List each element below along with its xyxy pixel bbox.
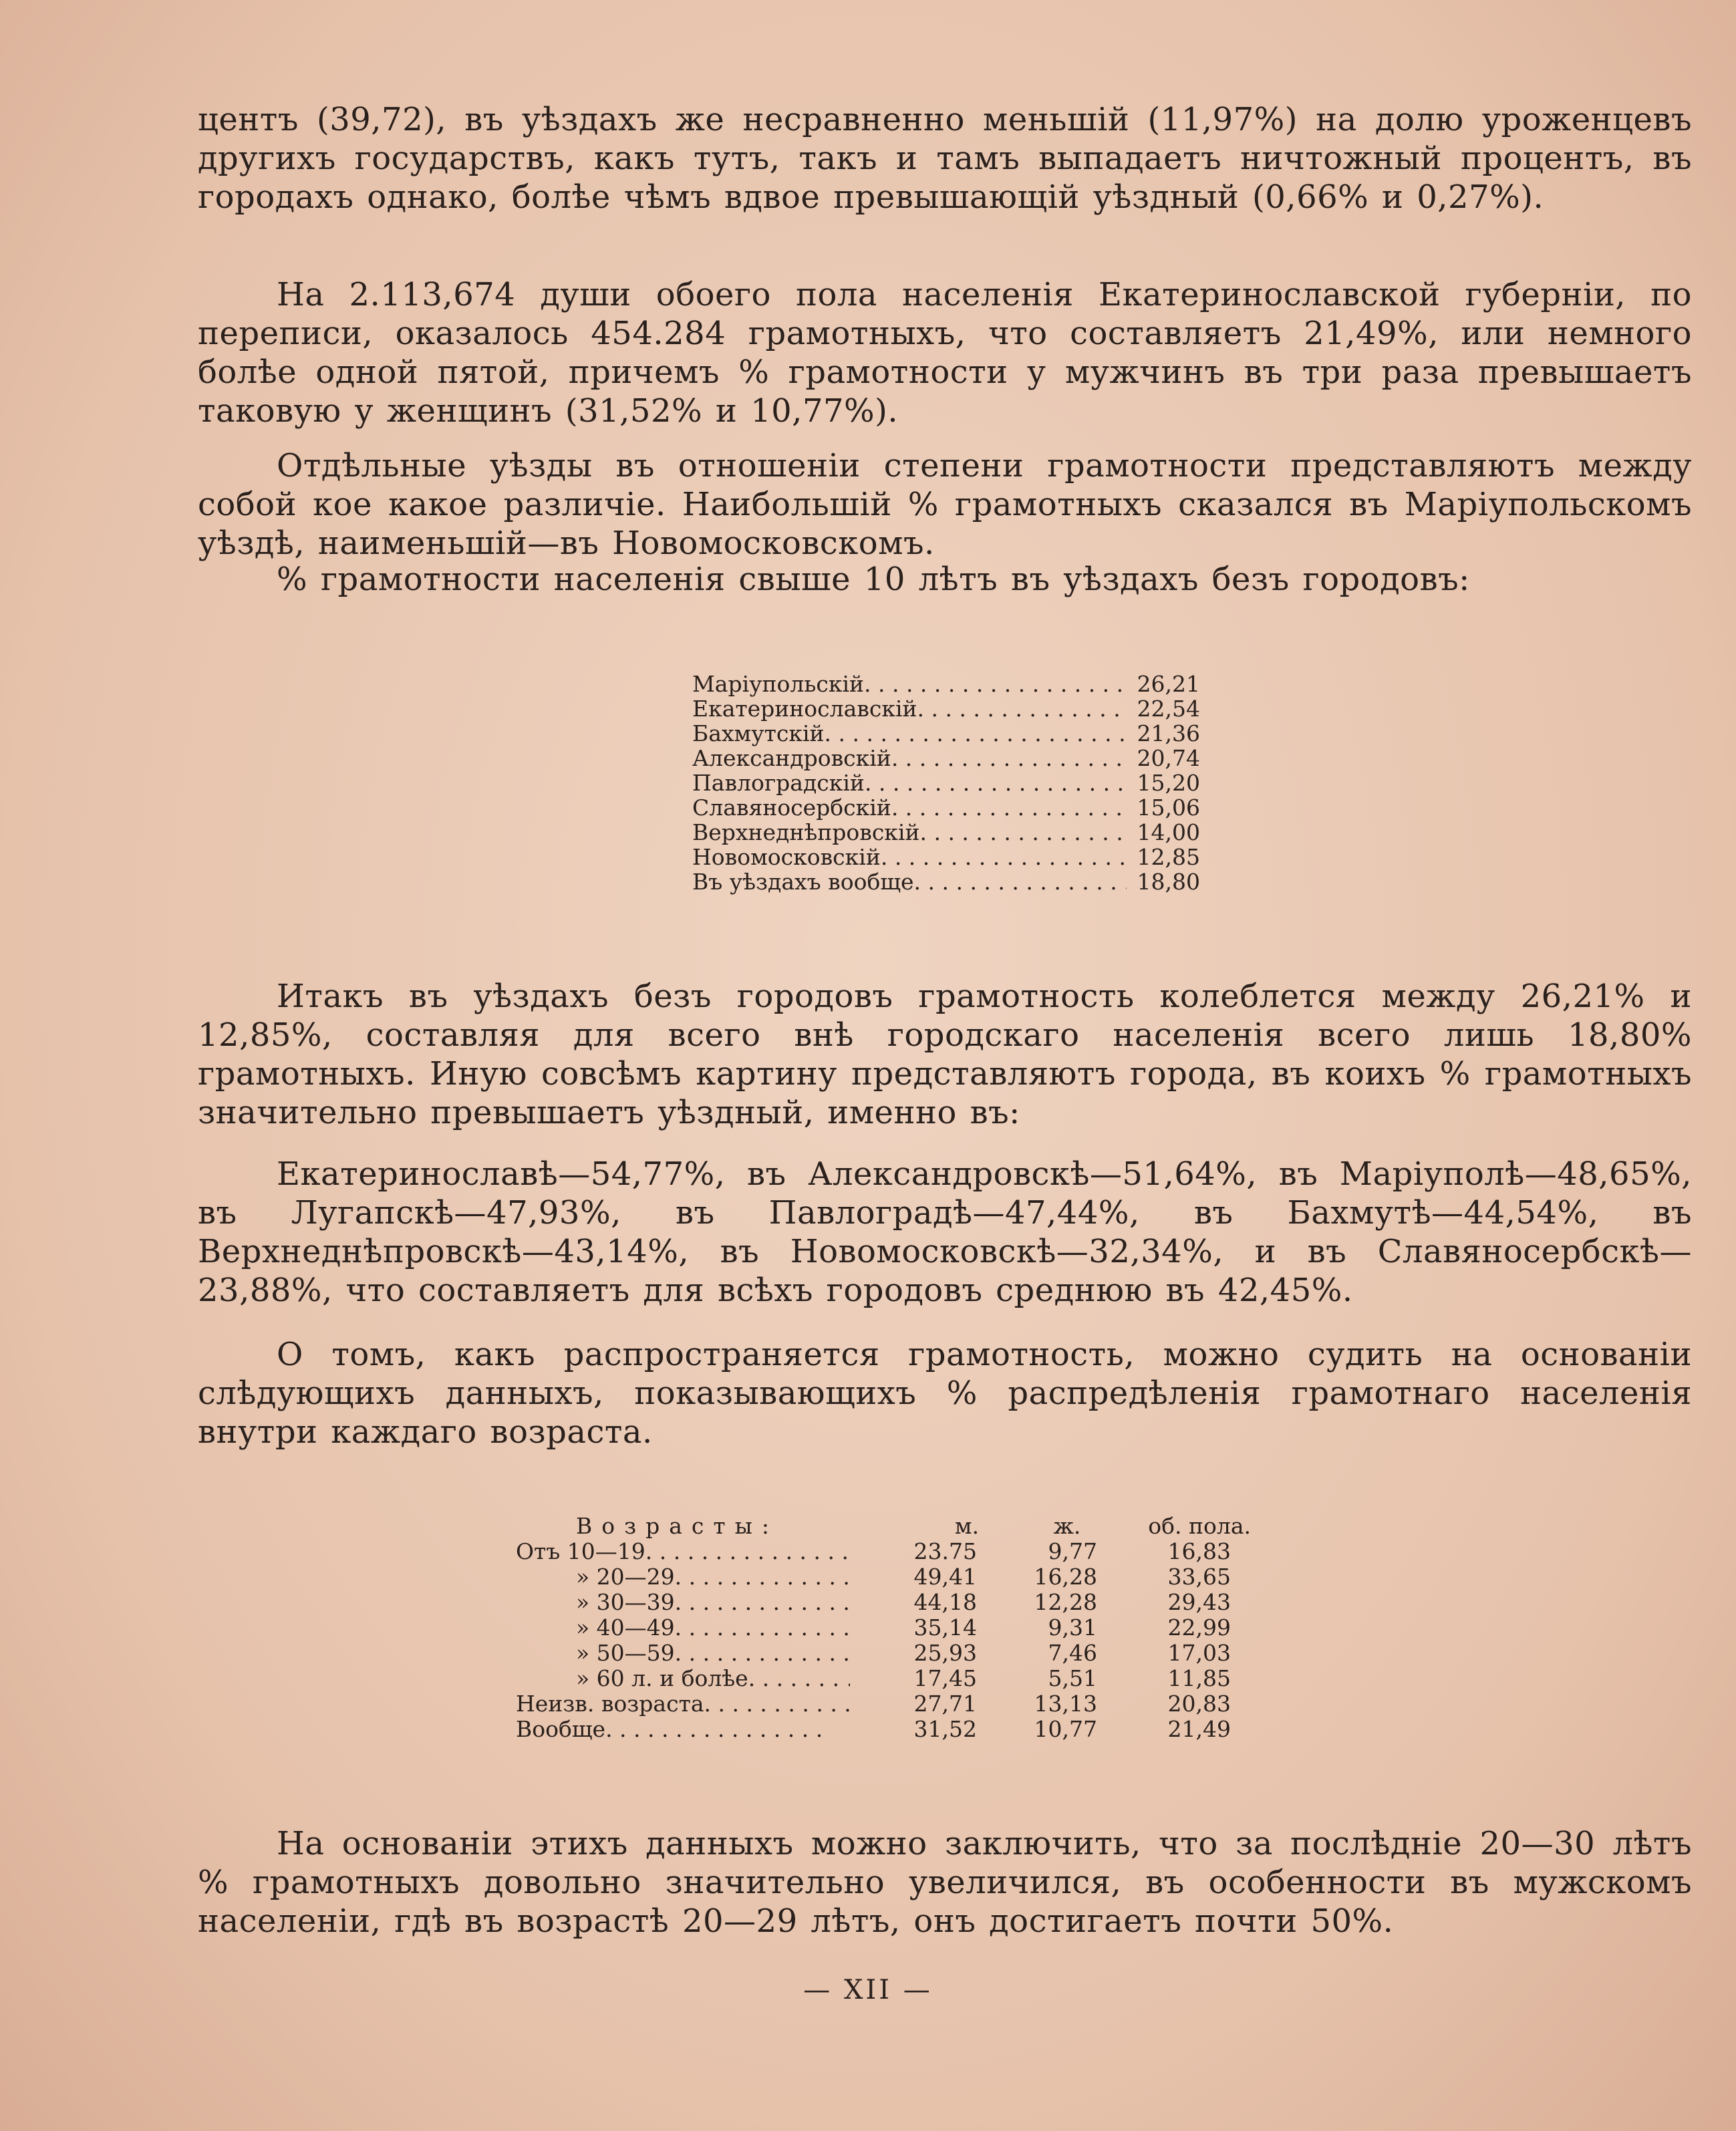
paragraph-1: [198, 100, 1692, 217]
table-row: Въ уѣздахъ вообще . . . 18,80: [692, 869, 1200, 894]
paragraph-5: [198, 977, 1692, 1132]
table-row: Маріупольскій . . . 26,21: [692, 672, 1200, 696]
paragraph-2-text: На 2.113,674 души обоего пола населенія Екатеринославской губерніи, по переписи, оказалось 454.284 грамотныхъ, что составляетъ 21,49%, или немного болѣе одной пятой, причемъ % грамотности у мужчинъ въ три раза превышаетъ таковую у женщинъ (31,52% и 10,77%).: [198, 276, 1692, 430]
table-row: » 30—39 . . . 44,18 12,28 29,43: [516, 1590, 1351, 1615]
paragraph-4-text: % грамотности населенія свыше 10 лѣтъ въ уѣздахъ безъ городовъ:: [277, 561, 1470, 598]
header-male: м.: [954, 1513, 980, 1539]
table-row: » 40—49 . . . 35,14 9,31 22,99: [516, 1615, 1351, 1641]
header-female: ж.: [1053, 1513, 1081, 1539]
paragraph-8: [198, 1824, 1692, 1941]
header-age: Возрасты:: [576, 1513, 779, 1539]
table-row: Бахмутскій . . . 21,36: [692, 721, 1200, 746]
table-row: Верхнеднѣпровскій . . . 14,00: [692, 820, 1200, 845]
table-row: Павлоградскій . . . 15,20: [692, 770, 1200, 795]
table-row: » 60 л. и болѣе . . . 17,45 5,51 11,85: [516, 1666, 1351, 1691]
paragraph-7-text: О томъ, какъ распространяется грамотность, можно судить на основаніи слѣдующихъ данныхъ, показывающихъ % распредѣленія грамотнаго населенія внутри каждаго возраста.: [198, 1336, 1692, 1451]
paragraph-6-text: Екатеринославѣ—54,77%, въ Александровскѣ—51,64%, въ Маріуполѣ—48,65%, въ Лугапскѣ—47,93%, въ Павлоградѣ—47,44%, въ Бахмутѣ—44,54%, въ Верхнеднѣпровскѣ—43,14%, въ Новомосковскѣ—32,34%, и въ Славяносербскѣ—23,88%, что составляетъ для всѣхъ городовъ среднюю въ 42,45%.: [198, 1155, 1692, 1309]
page-number: — XII —: [803, 1975, 933, 2005]
table-row: Отъ 10—19 . . . 23.75 9,77 16,83: [516, 1539, 1351, 1564]
table-row: Неизв. возраста . . . 27,71 13,13 20,83: [516, 1691, 1351, 1717]
table-row: Вообще . . . 31,52 10,77 21,49: [516, 1717, 1351, 1742]
age-literacy-table: [516, 1514, 1351, 1742]
paragraph-5-text: Итакъ въ уѣздахъ безъ городовъ грамотность колеблется между 26,21% и 12,85%, составляя для всего внѣ городскаго населенія всего лишь 18,80% грамотныхъ. Иную совсѣмъ картину представляютъ города, въ коихъ % грамотныхъ значительно превышаетъ уѣздный, именно въ:: [198, 978, 1692, 1131]
paragraph-7: [198, 1335, 1692, 1451]
table-row: » 20—29 . . . 49,41 16,28 33,65: [516, 1564, 1351, 1590]
table-row: Новомосковскій . . . 12,85: [692, 845, 1200, 869]
paragraph-8-text: На основаніи этихъ данныхъ можно заключить, что за послѣдніе 20—30 лѣтъ % грамотныхъ довольно значительно увеличился, въ особенности въ мужскомъ населеніи, гдѣ въ возрастѣ 20—29 лѣтъ, онъ достигаетъ почти 50%.: [198, 1825, 1692, 1940]
header-both: об. пола.: [1148, 1513, 1251, 1539]
table-row: » 50—59 . . . 25,93 7,46 17,03: [516, 1641, 1351, 1666]
paragraph-1-text: центъ (39,72), въ уѣздахъ же несравненно меньшій (11,97%) на долю уроженцевъ другихъ государствъ, какъ тутъ, такъ и тамъ выпадаетъ ничтожный процентъ, въ городахъ однако, болѣе чѣмъ вдвое превышающій уѣздный (0,66% и 0,27%).: [198, 101, 1692, 216]
paragraph-2: [198, 275, 1692, 430]
table-row: Александровскій . . . 20,74: [692, 746, 1200, 770]
paragraph-3: [198, 446, 1692, 563]
table-header-row: [516, 1514, 1351, 1539]
paragraph-6: [198, 1155, 1692, 1310]
district-literacy-table: [692, 672, 1200, 894]
table-row: Славяносербскій . . . 15,06: [692, 795, 1200, 820]
paragraph-3-text: Отдѣльные уѣзды въ отношеніи степени грамотности представляютъ между собой кое какое различіе. Наибольшій % грамотныхъ сказался въ Маріупольскомъ уѣздѣ, наименьшій—въ Новомосковскомъ.: [198, 447, 1692, 562]
paragraph-4: [198, 560, 1692, 599]
table-row: Екатеринославскій . . . 22,54: [692, 696, 1200, 721]
